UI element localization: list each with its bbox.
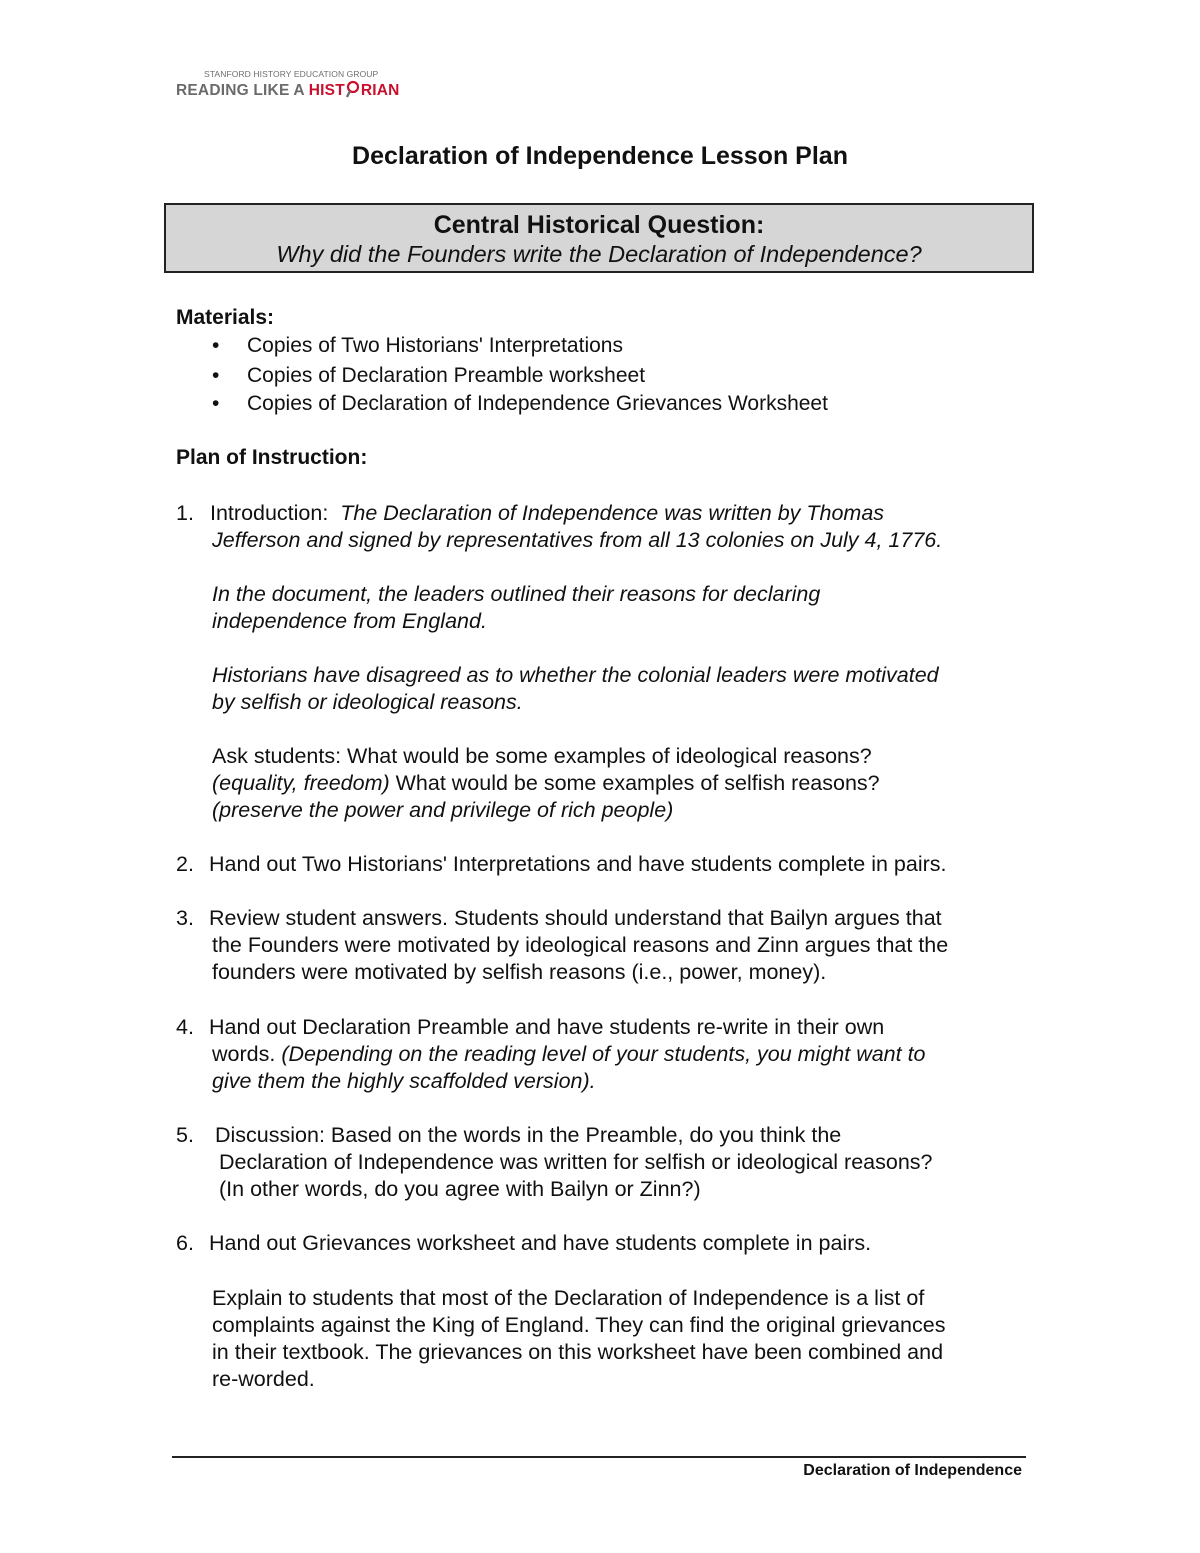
step-number: 1.: [176, 501, 194, 525]
step-5-line-2: Declaration of Independence was written for selfish or ideological reasons?: [219, 1150, 933, 1174]
step-4-line-2: [212, 1041, 926, 1067]
step-number: 4.: [176, 1015, 194, 1039]
step-number: 6.: [176, 1231, 194, 1255]
selfish-question: What would be some examples of selfish reasons?: [389, 771, 880, 795]
list-item: [212, 392, 828, 416]
materials-label: Materials:: [176, 306, 275, 329]
step-5-line-1: Discussion: Based on the words in the Preamble, do you think the: [215, 1123, 842, 1147]
reading-like-a-historian-logo: [176, 80, 400, 100]
step-number: 5.: [176, 1123, 194, 1147]
step-4-text: words.: [212, 1042, 282, 1066]
list-item: [212, 334, 623, 358]
step-1-line-1: [210, 500, 884, 526]
plan-label: Plan of Instruction:: [176, 446, 368, 469]
step-6-para-2-line-3: in their textbook. The grievances on this worksheet have been combined and: [212, 1340, 944, 1364]
materials-item-text: Copies of Declaration of Independence Grievances Worksheet: [247, 392, 828, 415]
step-6-para-2-line-1: Explain to students that most of the Declaration of Independence is a list of: [212, 1286, 925, 1310]
step-2-line-1: Hand out Two Historians' Interpretations and have students complete in pairs.: [209, 852, 947, 876]
materials-item-text: Copies of Two Historians' Interpretations: [247, 334, 623, 357]
page-title: Declaration of Independence Lesson Plan: [352, 142, 848, 170]
logo-text-part2: HIST: [308, 82, 345, 99]
step-6-para-2-line-2: complaints against the King of England. They can find the original grievances: [212, 1313, 946, 1337]
logo-text-part1: READING LIKE A: [176, 82, 309, 99]
ideological-examples: (equality, freedom): [212, 771, 390, 795]
step-6-line-1: Hand out Grievances worksheet and have students complete in pairs.: [209, 1231, 872, 1255]
step-number: 3.: [176, 906, 194, 930]
step-1-line-2: Jefferson and signed by representatives from all 13 colonies on July 4, 1776.: [212, 528, 943, 552]
step-1-para-3-line-2: by selfish or ideological reasons.: [212, 690, 523, 714]
materials-item-text: Copies of Declaration Preamble worksheet: [247, 364, 646, 387]
logo-text-part3: RIAN: [360, 82, 400, 99]
step-3-line-2: the Founders were motivated by ideological reasons and Zinn argues that the: [212, 933, 949, 957]
central-question-text: Why did the Founders write the Declaration of Independence?: [276, 241, 922, 267]
logo-magnifier-icon: [346, 80, 360, 98]
step-1-para-2-line-2: independence from England.: [212, 609, 487, 633]
step-5-line-3: (In other words, do you agree with Bailyn or Zinn?): [219, 1177, 701, 1201]
step-4-note: (Depending on the reading level of your students, you might want to: [281, 1042, 926, 1066]
footer-divider: [172, 1456, 1026, 1458]
step-3-line-3: founders were motivated by selfish reasons (i.e., power, money).: [212, 960, 827, 984]
step-1-para-3-line-1: Historians have disagreed as to whether the colonial leaders were motivated: [212, 663, 939, 687]
step-1-para-4-line-1: Ask students: What would be some examples of ideological reasons?: [212, 744, 872, 768]
list-item: [212, 364, 645, 388]
step-4-line-1: Hand out Declaration Preamble and have students re-write in their own: [209, 1015, 885, 1039]
step-1-para-2-line-1: In the document, the leaders outlined their reasons for declaring: [212, 582, 821, 606]
step-1-para-4-line-3: (preserve the power and privilege of rich people): [212, 798, 674, 822]
step-3-line-1: Review student answers. Students should understand that Bailyn argues that: [209, 906, 942, 930]
step-1-para-4-line-2: [212, 770, 880, 796]
step-6-para-2-line-4: re-worded.: [212, 1367, 315, 1391]
step-4-line-3: give them the highly scaffolded version).: [212, 1069, 596, 1093]
step-1-intro-label: Introduction:: [210, 501, 329, 525]
bullet-icon: •: [212, 392, 220, 415]
bullet-icon: •: [212, 364, 220, 387]
central-question-box: [164, 203, 1034, 273]
step-1-text: The Declaration of Independence was written by Thomas: [340, 501, 885, 525]
central-question-heading: Central Historical Question:: [433, 211, 765, 239]
footer-text: Declaration of Independence: [803, 1462, 1022, 1479]
step-number: 2.: [176, 852, 194, 876]
logo-org-text: STANFORD HISTORY EDUCATION GROUP: [204, 69, 379, 79]
bullet-icon: •: [212, 334, 220, 357]
